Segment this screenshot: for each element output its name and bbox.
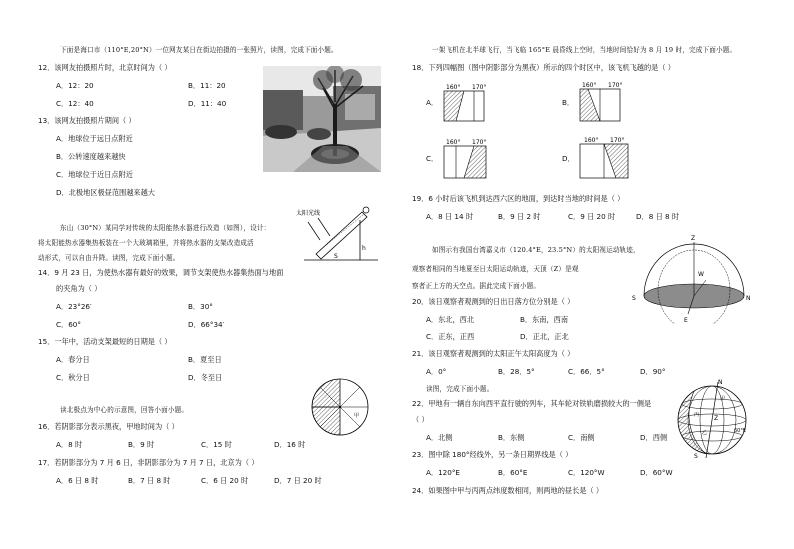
polar-diagram	[308, 375, 372, 439]
q12-stem: 12．该网友拍摄照片时，北京时间为（ ）	[38, 63, 172, 72]
q18-option-b[interactable]: B．	[562, 98, 575, 107]
q15-option-d[interactable]: D．冬至日	[188, 373, 223, 382]
q15-option-b[interactable]: B．夏至日	[188, 355, 222, 364]
intro-heater-3: 动形式，可以自由升降。读图，完成下面小题。	[38, 254, 180, 262]
q23-option-b[interactable]: B．60°E	[498, 468, 528, 477]
q18-option-d[interactable]: D．	[562, 154, 575, 163]
q21-option-a[interactable]: A．0°	[426, 367, 447, 376]
intro-heater-2: 将太阳能热水器集热板装在一个大玻璃箱里，并将热水器的支架改造成活	[38, 239, 254, 247]
svg-text:160°: 160°	[446, 84, 461, 91]
q23-option-c[interactable]: C．120°W	[568, 468, 605, 477]
q14-option-c[interactable]: C．60°	[56, 320, 81, 329]
q19-stem: 19．6 小时后该飞机到达西六区的地面，到达时当地的时间是（ ）	[412, 194, 625, 203]
q21-option-c[interactable]: C．66．5°	[568, 367, 605, 376]
svg-text:甲: 甲	[720, 396, 726, 402]
q14-option-b[interactable]: B．30°	[188, 302, 213, 311]
q14-stem-2: 的夹角为（ ）	[56, 284, 102, 293]
svg-text:丙: 丙	[694, 412, 700, 418]
q22-option-c[interactable]: C．南侧	[568, 433, 595, 442]
q18-option-a[interactable]: A．	[426, 98, 439, 107]
intro-heater-1: 东山（30°N）某同学对传统的太阳能热水器进行改造（如图），设计：	[60, 224, 271, 232]
svg-text:160°: 160°	[582, 82, 597, 89]
q21-option-d[interactable]: D．90°	[640, 367, 666, 376]
svg-text:S: S	[694, 453, 698, 460]
q15-option-c[interactable]: C．秋分日	[56, 373, 90, 382]
q17-stem: 17．若阴影部分为 7 月 6 日，非阴影部分为 7 月 7 日，北京为（ ）	[38, 458, 259, 467]
intro-polar: 读北极点为中心的示意图，回答小面小题。	[60, 406, 189, 414]
q15-option-a[interactable]: A．春分日	[56, 355, 90, 364]
intro-globe: 读图，完成下面小题。	[426, 385, 494, 393]
intro-plane: 一架飞机在北半球飞行，当飞临 165°E 晨昏线上空时，当地时间恰好为 8 月 19 时，完成下面小题。	[432, 46, 737, 54]
q16-option-c[interactable]: C．15 时	[201, 440, 232, 449]
q20-option-b[interactable]: B．东南，西南	[520, 315, 569, 324]
q23-option-a[interactable]: A．120°E	[426, 468, 460, 477]
q15-stem: 15．一年中，活动支架最短的日期是（ ）	[38, 337, 172, 346]
jia-mark: 甲	[354, 413, 360, 419]
q13-option-c[interactable]: C．地球位于近日点附近	[56, 170, 133, 179]
svg-text:W: W	[698, 271, 704, 278]
q16-option-a[interactable]: A．8 时	[56, 440, 83, 449]
q17-option-c[interactable]: C．6 日 20 时	[201, 476, 249, 485]
q17-option-a[interactable]: A．6 日 8 时	[56, 476, 99, 485]
q21-option-b[interactable]: B．28．5°	[498, 367, 535, 376]
q19-option-a[interactable]: A．8 日 14 时	[426, 212, 474, 221]
svg-text:60°E: 60°E	[734, 428, 747, 434]
street-photo	[263, 66, 381, 172]
q12-option-a[interactable]: A．12：20	[56, 81, 94, 90]
q22-option-a[interactable]: A．北侧	[426, 433, 453, 442]
q13-option-d[interactable]: D．北极地区极昼范围越来越大	[56, 188, 155, 197]
s-label: S	[334, 253, 338, 260]
q20-option-c[interactable]: C．正东，正西	[426, 332, 475, 341]
q19-option-d[interactable]: D．8 日 8 时	[636, 212, 680, 221]
q13-option-b[interactable]: B．公转速度越来越快	[56, 152, 126, 161]
q20-option-a[interactable]: A．东北，西北	[426, 315, 475, 324]
svg-text:160°: 160°	[446, 139, 461, 146]
q21-stem: 21．该日观察者观测到的太阳正午太阳高度为（ ）	[412, 349, 575, 358]
intro-sun-path-2: 观察者相同的当地夏至日太阳运动轨迹，天顶（Z）是观	[412, 265, 579, 273]
q22-stem-2: （ ）	[412, 415, 429, 424]
q14-option-d[interactable]: D．66°34′	[188, 320, 225, 329]
sun-path-dome	[630, 232, 758, 324]
q19-option-c[interactable]: C．9 日 20 时	[568, 212, 616, 221]
q16-option-b[interactable]: B．9 时	[128, 440, 155, 449]
q13-option-a[interactable]: A．地球位于远日点附近	[56, 134, 133, 143]
svg-text:乙: 乙	[702, 430, 708, 436]
q18-option-c[interactable]: C．	[426, 154, 439, 163]
globe-diagram	[672, 378, 756, 460]
q16-option-d[interactable]: D．16 时	[274, 440, 306, 449]
q22-stem: 22．甲地有一辆自东向西平直行驶的列车，其车轮对铁轨磨损较大的一侧是	[412, 399, 652, 408]
q20-stem: 20．该日观察者观测到的日出日落方位分别是（ ）	[412, 297, 575, 306]
sun-ray-label: 太阳光线	[296, 210, 321, 217]
svg-text:N: N	[718, 379, 723, 386]
svg-text:Z: Z	[714, 415, 719, 422]
q20-option-d[interactable]: D．正北，正北	[520, 332, 569, 341]
svg-text:170°: 170°	[472, 84, 487, 91]
intro-photo: 下面是海口市（110°E,20°N）一位网友某日在街边拍摄的一张照片，读图，完成下面小题。	[60, 46, 338, 54]
svg-text:E: E	[684, 317, 688, 324]
q18-figure-c	[440, 137, 492, 179]
q14-option-a[interactable]: A．23°26′	[56, 302, 92, 311]
svg-text:N: N	[746, 295, 751, 302]
q24-stem: 24．如果图中甲与丙两点纬度数相同，则两地的昼长是（ ）	[412, 486, 604, 495]
q22-option-b[interactable]: B．东侧	[498, 433, 525, 442]
svg-text:160°: 160°	[584, 137, 599, 144]
q22-option-d[interactable]: D．西侧	[640, 433, 668, 442]
q18-figure-d	[576, 135, 632, 179]
svg-text:S: S	[632, 295, 636, 302]
svg-text:170°: 170°	[472, 139, 487, 146]
intro-sun-path-3: 察者正上方的天空点。据此完成下面小题。	[412, 282, 541, 290]
q18-stem: 18．下列四幅图（图中阴影部分为黑夜）所示的四个时区中，该飞机飞越的是（ ）	[412, 63, 675, 72]
q12-option-d[interactable]: D．11：40	[188, 99, 227, 108]
intro-sun-path-1: 如图示有我国台湾嘉义市（120.4°E，23.5°N）的太阳视运动轨迹，	[432, 246, 640, 254]
q14-stem-1: 14．9 月 23 日，为使热水器有最好的效果，调节支架使热水器集热面与地面	[38, 268, 284, 277]
q18-figure-b	[576, 80, 624, 122]
svg-text:170°: 170°	[608, 82, 623, 89]
svg-text:170°: 170°	[610, 137, 625, 144]
q18-figure-a	[440, 82, 488, 122]
q12-option-b[interactable]: B．11：20	[188, 81, 226, 90]
q23-stem: 23．图中除 180°经线外，另一条日期界线是（ ）	[412, 450, 573, 459]
svg-text:Z: Z	[691, 235, 696, 242]
q23-option-d[interactable]: D．60°W	[640, 468, 673, 477]
q17-option-d[interactable]: D．7 日 20 时	[274, 476, 322, 485]
q16-stem: 16．若阴影部分表示黑夜，甲地时间为（ ）	[38, 422, 179, 431]
heater-diagram	[294, 202, 380, 266]
q12-option-c[interactable]: C．12：40	[56, 99, 94, 108]
q17-option-b[interactable]: B．7 日 8 时	[128, 476, 171, 485]
h-label: h	[362, 245, 366, 252]
q13-stem: 13．该网友拍摄照片期间（ ）	[38, 116, 136, 125]
q19-option-b[interactable]: B．9 日 2 时	[498, 212, 541, 221]
